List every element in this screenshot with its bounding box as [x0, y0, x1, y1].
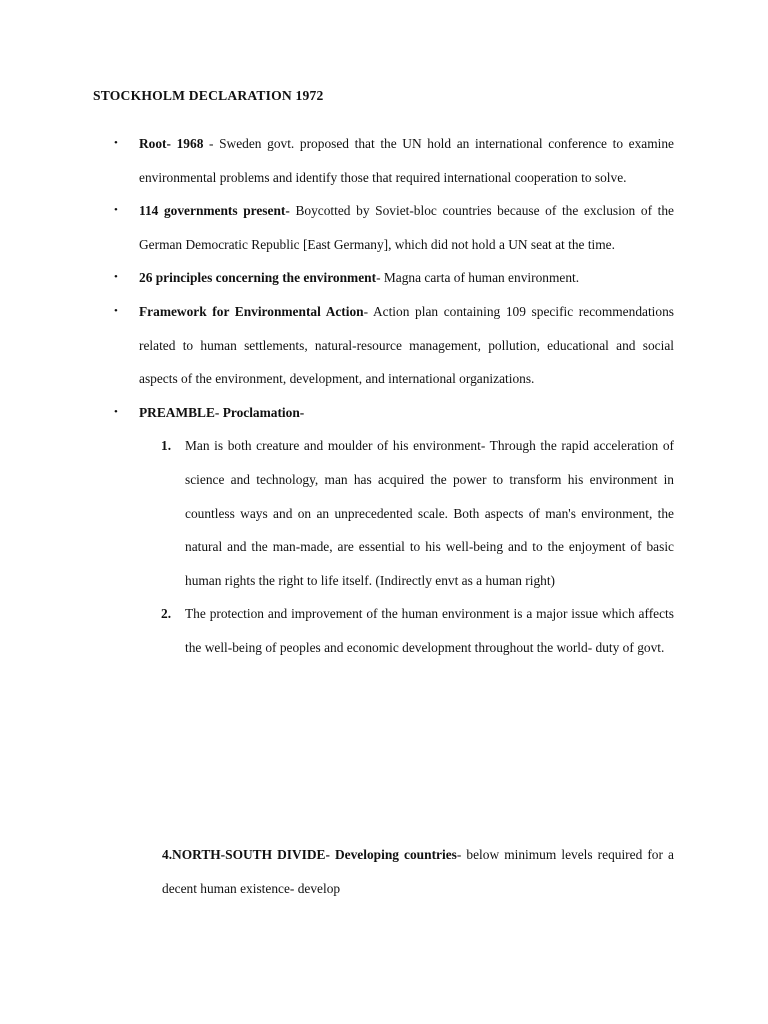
bullet-framework — [114, 295, 674, 396]
item-number: 1. — [161, 438, 172, 454]
bullet-text: Boycotted by Soviet-bloc countries because of the exclusion of the German Democratic Republic [East Germany], which did not hold a UN seat at the time. — [139, 203, 675, 252]
preamble-item-1 — [161, 429, 674, 597]
bullet-governments-present — [114, 194, 675, 261]
bullet-dot-icon: • — [114, 137, 118, 149]
item-4-north-south-divide — [162, 838, 674, 905]
preamble-numbered-list — [161, 429, 674, 664]
bullet-preamble — [114, 396, 674, 665]
document-title: STOCKHOLM DECLARATION 1972 — [93, 88, 324, 103]
bullet-root-1968 — [114, 127, 674, 194]
bullet-26-principles — [114, 261, 674, 295]
bullet-text: - Action plan containing 109 specific recommendations related to human settlements, natural-resource management, pollution, educational and social aspects of the environment, development, and international organizations. — [139, 303, 674, 387]
bullet-list — [114, 127, 675, 665]
item-text: Man is both creature and moulder of his environment- Through the rapid acceleration of science and technology, man has acquired the power to transform his environment in countless ways and on an unprecedented scale. Both aspects of man's environment, the natural and the man-made, are essential to his well-being and to the enjoyment of basic human rights the right to life itself. (Indirectly envt as a human right) — [185, 438, 674, 588]
bullet-dot-icon: • — [114, 271, 118, 284]
bullet-text: - Magna carta of human environment. — [376, 270, 580, 286]
bullet-lead: 114 governments present- — [139, 203, 290, 219]
bullet-dot-icon: • — [114, 304, 118, 317]
bullet-lead: Root- 1968 — [139, 136, 204, 151]
item-4-text: - below minimum levels required for a decent human existence- develop — [162, 847, 674, 896]
bullet-lead: PREAMBLE- Proclamation- — [139, 404, 305, 420]
bullet-dot-icon: • — [114, 405, 118, 418]
bullet-lead: Framework for Environmental Action — [139, 303, 364, 319]
item-number: 2. — [161, 606, 172, 622]
preamble-item-2 — [161, 597, 674, 664]
bullet-text: - Sweden govt. proposed that the UN hold an international conference to examine environmental problems and identify those that required international cooperation to solve. — [139, 136, 674, 185]
bullet-dot-icon: • — [114, 204, 118, 217]
bullet-lead: 26 principles concerning the environment — [139, 270, 377, 286]
item-4-lead: 4.NORTH-SOUTH DIVIDE- Developing countries — [162, 847, 457, 862]
item-text: The protection and improvement of the human environment is a major issue which affects the well-being of peoples and economic development throughout the world- duty of govt. — [185, 606, 674, 655]
